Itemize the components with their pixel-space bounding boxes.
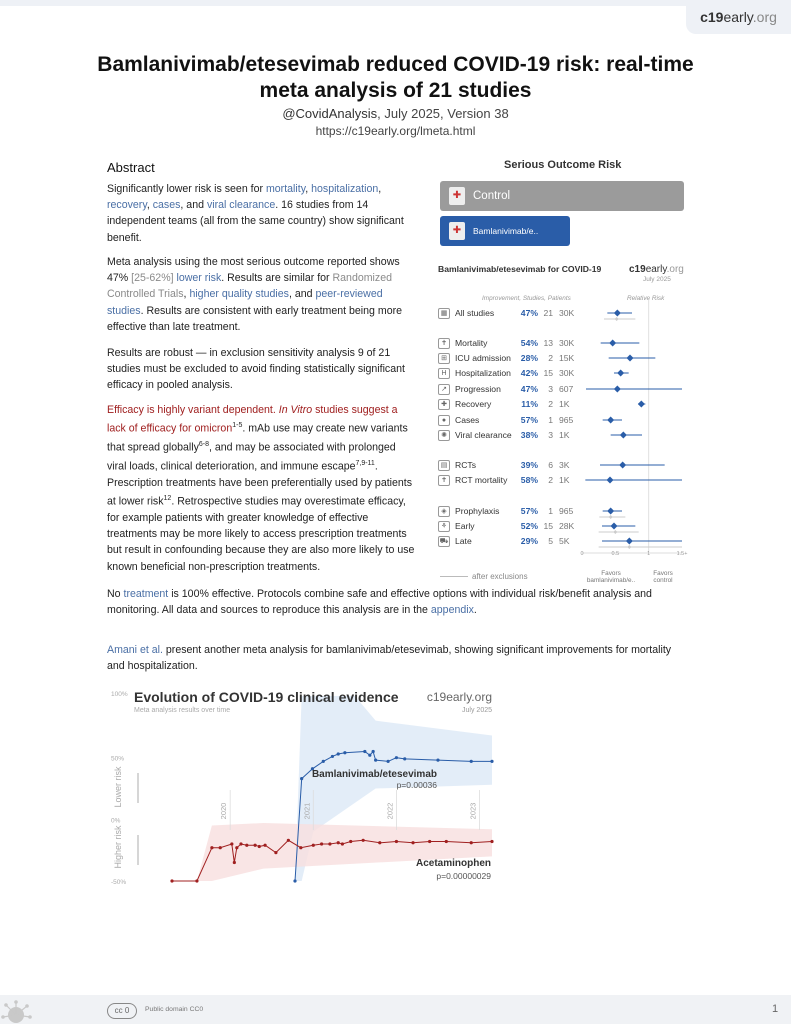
- row-studies: 3: [548, 384, 553, 394]
- row-improvement: 47%: [520, 308, 538, 318]
- row-patients: 30K: [559, 368, 575, 378]
- row-label: ICU admission: [455, 353, 511, 363]
- series-point: [378, 841, 381, 844]
- page-title: Bamlanivimab/etesevimab reduced COVID-19 risk: real-time meta analysis of 21 studies: [97, 53, 694, 102]
- row-label: RCT mortality: [455, 475, 508, 485]
- row-label: Hospitalization: [455, 368, 511, 378]
- row-improvement: 47%: [520, 384, 538, 394]
- series-point: [362, 839, 365, 842]
- series-point: [337, 752, 340, 755]
- cc-badge-icon[interactable]: cc 0: [107, 1003, 137, 1019]
- series-point: [490, 760, 493, 763]
- recovery-link[interactable]: recovery: [107, 199, 147, 212]
- rct-icon: ▤: [438, 460, 450, 471]
- evolution-date: July 2025: [462, 707, 492, 714]
- forest-col-risk: Relative Risk: [627, 295, 665, 302]
- row-improvement: 54%: [520, 338, 538, 348]
- series-point: [411, 841, 414, 844]
- forest-heading: Bamlanivimab/etesevimab for COVID-19: [438, 264, 602, 274]
- row-patients: 1K: [559, 430, 570, 440]
- estimate-diamond: [619, 462, 626, 469]
- series-point: [328, 842, 331, 845]
- abstract-heading: Abstract: [107, 160, 155, 175]
- hospitalization-link[interactable]: hospitalization: [311, 183, 379, 195]
- row-label: Cases: [455, 415, 480, 425]
- row-improvement: 57%: [520, 506, 538, 516]
- late-icon: ⛟: [439, 538, 449, 545]
- series-point: [341, 842, 344, 845]
- year-label: 2021: [302, 802, 312, 820]
- serious-outcome-heading: Serious Outcome Risk: [504, 159, 622, 171]
- x-tick-label: 1: [647, 551, 651, 557]
- license-text: Public domain CC0: [145, 1006, 204, 1013]
- series-point: [320, 842, 323, 845]
- series-point: [368, 754, 371, 757]
- abstract-p7: Amani et al. present another meta analysis for bamlanivimab/etesevimab, showing significant improvements for mortality and hospitalization.: [107, 644, 672, 673]
- series-point: [235, 846, 238, 849]
- brand-logo[interactable]: c19early.org: [686, 0, 791, 34]
- page-url[interactable]: https://c19early.org/lmeta.html: [315, 124, 476, 138]
- hq-link[interactable]: higher quality studies: [189, 288, 289, 301]
- progression-icon: ↗: [438, 384, 450, 395]
- series-point: [436, 759, 439, 762]
- year-label: 2020: [219, 802, 229, 820]
- y-tick-label: -50%: [111, 879, 127, 886]
- series-point: [470, 841, 473, 844]
- row-patients: 15K: [559, 353, 575, 363]
- series-point: [387, 760, 390, 763]
- forest-date: July 2025: [643, 276, 671, 283]
- row-improvement: 38%: [520, 430, 538, 440]
- estimate-diamond: [607, 508, 614, 515]
- series-point: [210, 846, 213, 849]
- viral-icon: ✺: [438, 430, 450, 441]
- row-patients: 965: [559, 506, 574, 516]
- row-improvement: 39%: [520, 460, 538, 470]
- series-point: [263, 844, 266, 847]
- row-patients: 607: [559, 384, 574, 394]
- estimate-diamond: [627, 355, 634, 362]
- estimate-diamond: [626, 538, 633, 545]
- row-improvement: 52%: [520, 521, 538, 531]
- row-studies: 2: [548, 475, 553, 485]
- row-studies: 13: [543, 338, 553, 348]
- row-label: Early: [455, 521, 475, 531]
- row-label: All studies: [455, 308, 495, 318]
- series-point: [293, 879, 296, 882]
- series-point: [343, 751, 346, 754]
- evolution-brand: c19early.org: [426, 690, 492, 704]
- series-point: [170, 879, 173, 882]
- forest-plot: [580, 300, 690, 590]
- row-label: Mortality: [455, 338, 488, 348]
- series-point: [403, 757, 406, 760]
- abstract-p5: Prescription treatments have been preferentially used by patients at lower risk$^{12}$. Retrospective studies may overestimate efficacy, for example patients with greater knowledge of effective treatments may be more likely to access prescription treatments but result in confounding because they are also more likely to use known beneficial non-prescription treatments.: [107, 477, 415, 573]
- row-studies: 15: [543, 368, 553, 378]
- lower-risk-label: Lower risk: [113, 766, 123, 808]
- row-label: Prophylaxis: [455, 506, 500, 516]
- abstract-p1: Significantly lower risk is seen for mortality, hospitalization, recovery, cases, and viral clearance. 16 studies from 14 independent teams (all from the same country) show significant benefit.: [107, 183, 404, 244]
- series-point: [322, 760, 325, 763]
- handle-link[interactable]: @CovidAnalysis: [282, 106, 378, 121]
- row-patients: 30K: [559, 338, 575, 348]
- series-point: [349, 840, 352, 843]
- recovery-icon: ✚: [438, 399, 450, 410]
- row-studies: 2: [548, 399, 553, 409]
- year-label: 2022: [385, 802, 395, 820]
- row-improvement: 11%: [521, 399, 538, 409]
- row-studies: 1: [548, 506, 553, 516]
- series-point: [445, 840, 448, 843]
- row-improvement: 29%: [520, 536, 538, 546]
- series-point: [239, 842, 242, 845]
- series-point: [395, 756, 398, 759]
- cases-link[interactable]: cases: [152, 199, 181, 212]
- early-icon: ⚘: [438, 521, 450, 532]
- series-point: [395, 840, 398, 843]
- series-point: [363, 750, 366, 753]
- estimate-diamond: [614, 310, 621, 317]
- higher-risk-label: Higher risk: [113, 825, 123, 869]
- favors-left-label: Favors bamlanivimab/e..: [586, 570, 636, 584]
- row-label: Late: [455, 536, 472, 546]
- y-tick-label: 0%: [111, 817, 121, 825]
- series-point: [428, 840, 431, 843]
- rct-link[interactable]: Randomized Controlled Trials: [107, 272, 392, 301]
- series-point: [245, 844, 248, 847]
- row-improvement: 58%: [520, 475, 538, 485]
- treatment-link[interactable]: treatment: [123, 588, 169, 600]
- evolution-chart: [107, 685, 507, 890]
- top-bar: [0, 0, 791, 6]
- pvalue-label: p=0.00036: [396, 780, 437, 790]
- all-studies-icon: ▦: [438, 308, 450, 319]
- amani-link[interactable]: Amani et al.: [107, 644, 163, 656]
- evolution-subtitle: Meta analysis results over time: [134, 707, 231, 714]
- excl-diamond: [627, 545, 631, 549]
- row-label: Progression: [455, 384, 501, 394]
- after-exclusions-legend: after exclusions: [440, 572, 528, 581]
- series-point: [219, 846, 222, 849]
- x-tick-label: 0: [580, 551, 584, 557]
- row-label: Recovery: [455, 399, 492, 409]
- estimate-diamond: [607, 477, 614, 484]
- row-studies: 5: [548, 536, 553, 546]
- icu-icon: ⊞: [438, 353, 450, 364]
- hospital-icon: ✚: [449, 187, 465, 205]
- series-label: Bamlanivimab/etesevimab: [311, 769, 437, 780]
- series-point: [299, 846, 302, 849]
- byline: @CovidAnalysis, July 2025, Version 38: [282, 106, 509, 121]
- series-point: [258, 845, 261, 848]
- control-bar: ✚ Control: [440, 181, 684, 211]
- rct-mortality-icon: ✝: [438, 475, 450, 486]
- row-patients: 5K: [559, 536, 570, 546]
- row-patients: 965: [559, 415, 574, 425]
- excl-diamond: [609, 515, 613, 519]
- pvalue-label: p=0.00000029: [436, 871, 491, 881]
- row-patients: 3K: [559, 460, 570, 470]
- series-point: [312, 844, 315, 847]
- series-point: [287, 839, 290, 842]
- series-point: [230, 842, 233, 845]
- cases-icon: ●: [438, 415, 450, 426]
- row-studies: 21: [543, 308, 553, 318]
- row-improvement: 57%: [520, 415, 538, 425]
- y-tick-label: 50%: [111, 755, 125, 763]
- virus-icon: [0, 993, 40, 1024]
- estimate-diamond: [620, 432, 627, 439]
- row-studies: 1: [548, 415, 553, 425]
- row-patients: 28K: [559, 521, 575, 531]
- series-point: [490, 840, 493, 843]
- hospital-icon: ✚: [449, 222, 465, 240]
- forest-brand: c19early.org: [629, 264, 684, 275]
- row-label: Viral clearance: [455, 430, 512, 440]
- estimate-diamond: [617, 370, 624, 377]
- row-studies: 3: [548, 430, 553, 440]
- series-point: [274, 851, 277, 854]
- estimate-diamond: [609, 340, 616, 347]
- series-point: [372, 750, 375, 753]
- row-label: RCTs: [455, 460, 477, 470]
- evolution-title: Evolution of COVID-19 clinical evidence: [134, 689, 399, 705]
- x-tick-label: 1.5+: [676, 551, 688, 557]
- series-point: [233, 861, 236, 864]
- hospital-icon: H: [438, 368, 450, 379]
- abstract-p4: Efficacy is highly variant dependent. In Vitro studies suggest a lack of efficacy for omicron$^{1-5}$. mAb use may create new variants that spread globally$^{6-8}$, and may be associated with prolonged viral loads, clinical deterioration, and immune escape$^{7,9-11}$.: [107, 404, 408, 473]
- forest-col-head: Improvement, Studies, Patients: [482, 295, 571, 302]
- series-point: [337, 841, 340, 844]
- excl-diamond: [615, 317, 619, 321]
- series-point: [331, 755, 334, 758]
- favors-right-label: Favors control: [653, 570, 673, 584]
- row-improvement: 28%: [520, 353, 538, 363]
- series-point: [300, 777, 303, 780]
- row-studies: 2: [548, 353, 553, 363]
- row-patients: 1K: [559, 399, 570, 409]
- abstract-p2: Meta analysis using the most serious outcome reported shows 47% [25-62%] lower risk. Results are similar for Randomized Controlled Trials, higher quality studies, and peer-reviewed studies. Results are consistent with early treatment being more effective than late treatment.: [107, 256, 403, 333]
- abstract-p3: Results are robust — in exclusion sensitivity analysis 9 of 21 studies must be excluded to avoid finding statistically significant efficacy in pooled analysis.: [107, 347, 405, 392]
- row-studies: 6: [548, 460, 553, 470]
- lower-risk-link[interactable]: lower risk: [176, 272, 222, 285]
- row-studies: 15: [543, 521, 553, 531]
- series-label: Acetaminophen: [415, 858, 491, 869]
- estimate-diamond: [607, 417, 614, 424]
- appendix-link[interactable]: appendix: [430, 604, 474, 617]
- x-tick-label: 0.5: [611, 551, 620, 557]
- estimate-diamond: [614, 386, 621, 393]
- year-label: 2023: [468, 802, 478, 820]
- y-tick-label: 100%: [111, 691, 128, 698]
- viral-clearance-link[interactable]: viral clearance: [206, 199, 276, 212]
- estimate-diamond: [638, 401, 645, 408]
- excl-diamond: [613, 530, 617, 534]
- page-number: 1: [772, 1003, 779, 1015]
- mortality-icon: ✝: [438, 338, 450, 349]
- estimate-diamond: [611, 523, 618, 530]
- series-point: [254, 844, 257, 847]
- mortality-link[interactable]: mortality: [265, 183, 306, 195]
- series-point: [374, 759, 377, 762]
- peer-reviewed-link[interactable]: peer-reviewed studies: [107, 288, 383, 317]
- row-patients: 30K: [559, 308, 575, 318]
- series-point: [470, 760, 473, 763]
- row-improvement: 42%: [520, 368, 538, 378]
- series-point: [195, 879, 198, 882]
- prophylaxis-icon: ◈: [438, 506, 450, 517]
- treatment-bar: ✚ Bamlanivimab/e..: [440, 216, 570, 246]
- row-patients: 1K: [559, 475, 570, 485]
- abstract-p6: No treatment is 100% effective. Protocols combine safe and effective options with individual risk/benefit analysis and monitoring. All data and sources to reproduce this analysis are in the appendix.: [107, 588, 652, 617]
